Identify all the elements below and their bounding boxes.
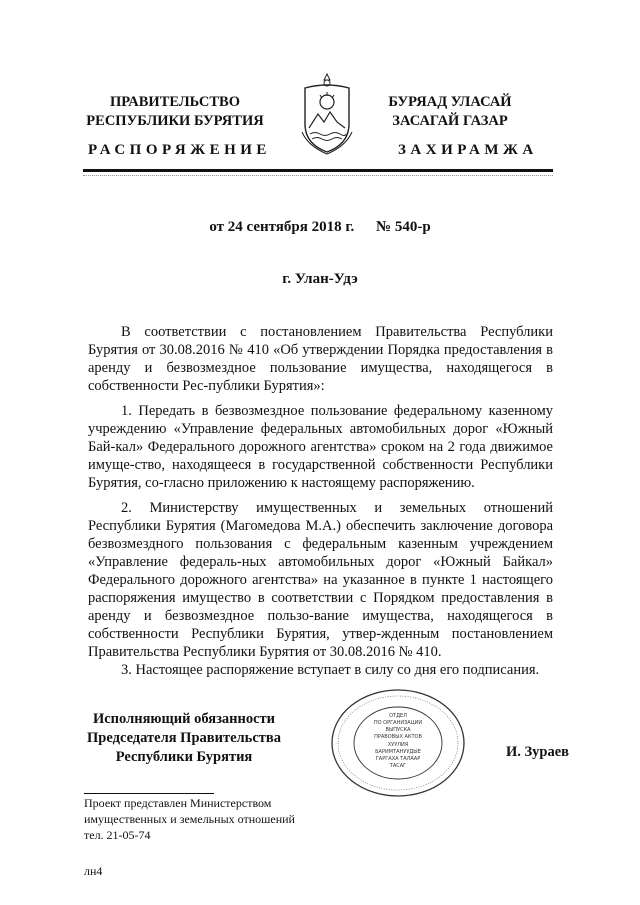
stamp-inner-line-8: ТАСАГ (389, 763, 407, 769)
stamp-inner-line-4: ПРАВОВЫХ АКТОВ (374, 734, 422, 740)
coat-of-arms-icon (300, 72, 354, 156)
stamp-inner-line-7: ГАРГАХА ТАЛААР (375, 756, 421, 762)
stamp-inner-line-5: ХУУЛИЯ (387, 742, 409, 748)
project-note-line-2: имущественных и земельных отношений (84, 812, 295, 826)
document-city: г. Улан-Удэ (282, 271, 358, 287)
project-note (84, 795, 295, 843)
signatory-title-line-1: Исполняющий обязанности (92, 711, 276, 727)
signatory-title-line-3: Республики Бурятия (115, 749, 253, 765)
clause-2-paragraph: 2. Министерству имущественных и земельных отношений Республики Бурятия (Магомедова М.А.) обеспечить заключение договора безвозмездного пользования с федеральным казенным учреждением «Управление федераль-ных автомобильных дорог «Южный Байкал» Федерального дорожного агентства» на указанное в пункте 1 настоящего распоряжения имущество в соответствии с Порядком предоставления в аренду и безвозмездное пользо-вание имущества, находящегося в собственности Республики Бурятия, утвер-жденным постановлением Правительства Республики Бурятия от 30.08.2016 № 410. (88, 500, 553, 660)
document-date: от 24 сентября 2018 г. (209, 219, 355, 235)
header-dotted-divider (83, 175, 553, 176)
clause-3-paragraph: 3. Настоящее распоряжение вступает в силу со дня его подписания. (121, 662, 540, 678)
project-note-phone: тел. 21-05-74 (84, 828, 151, 842)
issuer-name-buryat (350, 93, 550, 131)
footer-divider (84, 793, 214, 794)
header-divider (83, 169, 553, 172)
clause-1-paragraph: 1. Передать в безвозмездное пользование федеральному казенному учреждению «Управление федеральных автомобильных дорог «Южный Бай-кал» Федерального дорожного агентства» сроком на 2 года движимое имуще-ство, находящееся в государственной собственности Республики Бурятия, со-гласно приложению к настоящему распоряжению. (88, 403, 553, 491)
document-date-number (0, 219, 640, 236)
issuer-name-russian (60, 93, 290, 131)
stamp-inner-line-6: БАРИМТАНУУДЫЕ (375, 749, 421, 755)
signatory-title-line-2: Председателя Правительства (87, 730, 281, 746)
preamble-paragraph: В соответствии с постановлением Правительства Республики Бурятия от 30.08.2016 № 410 «Об утверждении Порядка предоставления в аренду и безвозмездное пользование имущества, находящегося в собственности Рес-публики Бурятия»: (88, 324, 553, 394)
official-stamp-icon (328, 688, 468, 798)
issuer-buryat-line-1: БУРЯАД УЛАСАЙ (388, 94, 512, 110)
stamp-inner-line-1: ОТДЕЛ (389, 713, 407, 719)
stamp-inner-line-2: ПО ОРГАНИЗАЦИИ (373, 720, 423, 726)
signatory-title (84, 710, 284, 767)
document-code: лн4 (84, 864, 103, 878)
signatory-name: И. Зураев (506, 744, 570, 760)
project-note-line-1: Проект представлен Министерством (84, 796, 272, 810)
document-number: № 540-р (376, 219, 431, 235)
document-type-buryat: ЗАХИРАМЖА (398, 142, 538, 158)
issuer-buryat-line-2: ЗАСАГАЙ ГАЗАР (392, 113, 508, 129)
document-type-russian: РАСПОРЯЖЕНИЕ (88, 142, 271, 158)
issuer-line-1: ПРАВИТЕЛЬСТВО (110, 94, 240, 110)
issuer-line-2: РЕСПУБЛИКИ БУРЯТИЯ (86, 113, 264, 129)
stamp-inner-line-3: ВЫПУСКА (385, 727, 411, 733)
